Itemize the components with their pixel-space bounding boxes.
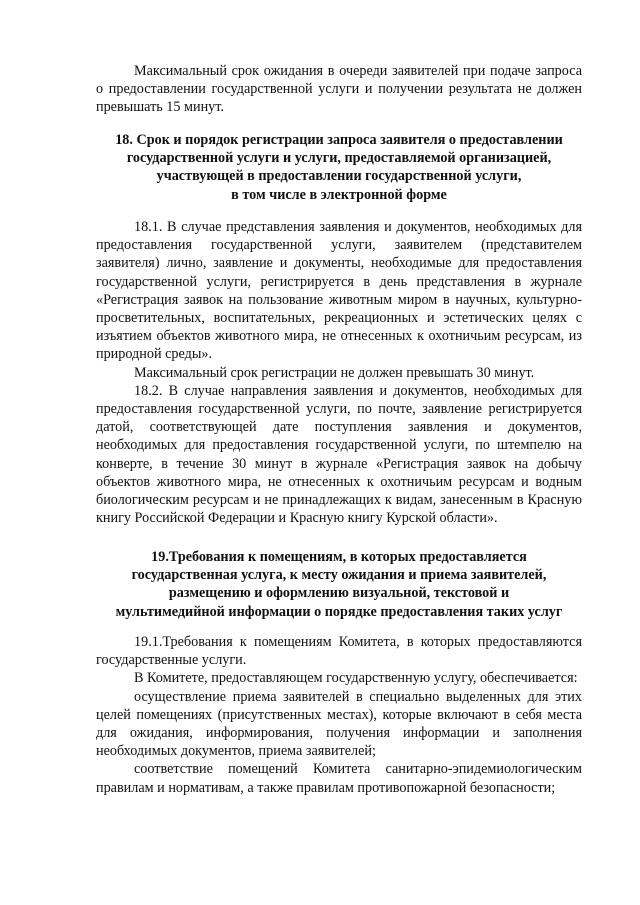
paragraph-19-compliance: соответствие помещений Комитета санитарно-эпидемиологическим правилам и нормативам, а также правилам противопожарной безопасности;: [96, 761, 582, 796]
section-18-body: [96, 218, 582, 527]
section-19-heading-line: государственная услуга, к месту ожидания и приема заявителей,: [131, 567, 547, 584]
section-19-heading: [96, 548, 582, 621]
section-18-heading-line: в том числе в электронной форме: [231, 186, 447, 203]
section-18-heading-line: участвующей в предоставлении государственной услуги,: [156, 168, 522, 185]
intro-block: [96, 62, 582, 117]
paragraph-18-limit: Максимальный срок регистрации не должен превышать 30 минут.: [134, 364, 535, 381]
paragraph-18-1: 18.1. В случае представления заявления и документов, необходимых для предоставления государственной услуги, заявителем (представителем заявителя) лично, заявление и документы, необходимые для предоставления государственной услуги, регистрируется в день представления в журнале «Регистрация заявок на пользование животным миром в научных, культурно-просветительных, воспитательных, рекреационных и эстетических целях с изъятием объектов животного мира, не отнесенных к охотничьим ресурсам, из природной среды».: [96, 219, 582, 363]
section-18-heading-line: государственной услуги и услуги, предоставляемой организацией,: [126, 150, 552, 167]
section-19-body: [96, 633, 582, 797]
section-19-heading-line: 19.Требования к помещениям, в которых предоставляется: [151, 549, 527, 565]
intro-paragraph: Максимальный срок ожидания в очереди заявителей при подаче запроса о предоставлении государственной услуги и получении результата не должен превышать 15 минут.: [96, 63, 582, 116]
section-18-heading-line: 18. Срок и порядок регистрации запроса заявителя о предоставлении: [115, 132, 563, 148]
paragraph-18-2: 18.2. В случае направления заявления и документов, необходимых для предоставления государственной услуги, по почте, заявление регистрируется датой, соответствующей дате поступления заявления и документов, необходимых для предоставления государственной услуги, по штемпелю на конверте, в течение 30 минут в журнале «Регистрация заявок на добычу объектов животного мира, не отнесенных к охотничьим ресурсам и водным биологическим ресурсам и не принадлежащих к видам, занесенным в Красную книгу Российской Федерации и Красную книгу Курской области».: [96, 382, 582, 527]
paragraph-19-provision: В Комитете, предоставляющем государственную услугу, обеспечивается:: [134, 670, 578, 687]
paragraph-19-1: 19.1.Требования к помещениям Комитета, в которых предоставляются государственные услуги.: [96, 634, 582, 669]
section-18-heading: [96, 131, 582, 204]
section-19-heading-line: размещению и оформлению визуальной, текстовой и: [168, 585, 510, 602]
paragraph-19-reception: осуществление приема заявителей в специально выделенных для этих целей помещениях (присутственных местах), которые включают в себя места для ожидания, информирования, получения информации и заполнения необходимых документов, приема заявителей;: [96, 688, 582, 760]
section-19-heading-line: мультимедийной информации о порядке предоставления таких услуг: [115, 603, 563, 620]
